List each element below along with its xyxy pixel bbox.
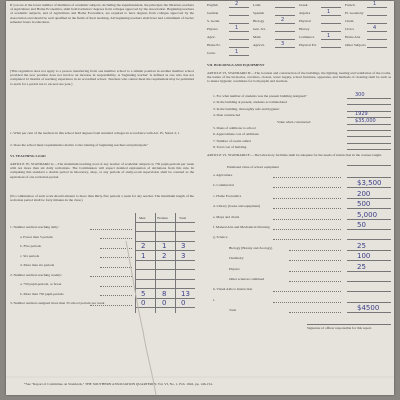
table-row-rule	[135, 231, 195, 232]
subject-blank	[367, 31, 387, 32]
equipment-label: h. Visual Aids to Instruction	[213, 287, 253, 292]
header-women: Women	[157, 216, 168, 220]
subject-count: 1	[235, 49, 239, 55]
equipment-blank	[347, 198, 391, 199]
cell-men: 2	[141, 242, 146, 250]
table-row-label: c. Six periods	[20, 253, 40, 258]
subject-label: French	[345, 3, 355, 7]
building-item-label: 5. Dates of additions to school	[213, 126, 256, 130]
subject-grid	[207, 3, 393, 61]
section-title-buildings: VII. BUILDINGS AND EQUIPMENT	[207, 63, 265, 67]
subject-blank	[229, 55, 249, 56]
table-row-rule	[135, 307, 195, 308]
equipment-label: b. Commercial	[213, 183, 234, 188]
subject-label: Civics	[345, 27, 354, 31]
subject-label: Journ.	[207, 51, 216, 55]
subject-blank	[229, 31, 249, 32]
subject-label: Home Ec.	[207, 43, 221, 47]
building-item-label: 2. In the building at present, students accommodated	[213, 100, 287, 105]
equipment-leader	[289, 260, 341, 261]
teaching-load-table	[10, 213, 196, 313]
subject-blank	[275, 15, 295, 16]
subject-label: German	[207, 11, 219, 15]
footer-note: *See "Report of Committee on Standards," THE SOUTHERN ASSOCIATION QUARTERLY, Vol. VI, No. 1, Feb. 1942, pp. 146-154.	[24, 382, 213, 386]
table-row-label: 2. Number teachers teaching weekly:	[10, 272, 62, 277]
equipment-blank	[347, 177, 391, 178]
subject-blank	[367, 39, 387, 40]
equipment-blank	[347, 229, 391, 230]
equipment-leader	[273, 177, 341, 178]
building-item-label: 1. For what number of students was the present building designed?	[213, 94, 307, 98]
subject-label: Spanish	[253, 11, 265, 15]
table-row-label: a. 750 pupil-periods, or fewer	[20, 282, 62, 286]
building-item-blank	[347, 143, 391, 144]
subject-label: Commerce	[299, 35, 315, 39]
table-row-leader	[100, 286, 132, 287]
equipment-blank	[347, 187, 391, 188]
subject-blank	[321, 39, 341, 40]
table-row-leader	[100, 267, 132, 268]
subject-blank	[367, 7, 387, 8]
cell-men: 5	[141, 289, 146, 298]
subject-blank	[367, 23, 387, 24]
cell-total: 3	[181, 251, 186, 260]
table-row-label: b. More than 750 pupil-periods	[20, 291, 64, 296]
cell-women: 2	[162, 251, 167, 260]
subject-blank	[321, 23, 341, 24]
header-total: Total	[179, 216, 187, 220]
table-row-rule	[135, 269, 195, 270]
subject-blank	[367, 15, 387, 16]
cell-women: 0	[162, 299, 167, 307]
equipment-blank	[347, 271, 391, 272]
subject-count: 1	[373, 1, 377, 7]
signature-label: Signature of officer responsible for this report.	[307, 326, 373, 330]
equipment-leader	[273, 239, 341, 240]
article-laboratory: ARTICLE VI, STANDARD E:—The laboratory facilities shall be adequate for the needs of instruction in the courses taught.	[207, 153, 382, 157]
subject-label: S. Geom.	[207, 19, 221, 23]
subject-blank	[229, 47, 249, 48]
building-item-blank	[347, 104, 391, 105]
subject-label: Physical Ed.	[299, 43, 317, 47]
equipment-leader	[289, 250, 341, 251]
cell-total: 13	[181, 289, 190, 298]
subject-blank	[229, 7, 249, 8]
subject-label: English	[207, 3, 218, 7]
question-training: 2. Does the school meet requirements relative to the training of beginning teachers and principals?	[10, 143, 148, 147]
equipment-value: $3,500	[357, 179, 382, 188]
subject-blank	[275, 39, 295, 40]
equipment-value: 100	[357, 252, 371, 261]
subject-blank	[275, 7, 295, 8]
equipment-blank	[347, 312, 391, 313]
equipment-value: 50	[357, 221, 366, 229]
cell-men: 1	[141, 251, 146, 260]
subject-blank	[321, 15, 341, 16]
report-page	[6, 1, 394, 395]
table-row-rule	[135, 260, 195, 261]
table-row-rule	[135, 288, 195, 289]
equipment-blank	[347, 260, 391, 261]
building-item-blank	[347, 111, 391, 112]
subject-count: 4	[373, 25, 377, 31]
cell-women: 1	[162, 242, 167, 250]
subject-label: Biology	[253, 19, 265, 23]
subject-blank	[275, 31, 295, 32]
subject-count: 1	[327, 9, 331, 15]
table-row-leader	[100, 238, 132, 239]
subject-label: Algebra	[299, 11, 311, 15]
subject-label: Gen. Sci.	[253, 27, 266, 31]
equipment-leader	[273, 291, 341, 292]
subject-count: 1	[235, 25, 239, 31]
cell-total: 0	[181, 299, 186, 307]
building-item-value: 1929	[355, 111, 368, 118]
intro-paragraph: If you are at the lower number of members of academic subjects, including the superintendent, the principal, the librarian, teachers of Agriculture and Home Economics, shall hold bachelors' degrees from colleges approved by the Association. Beginning teachers of academic subjects, and of Agriculture and Home Economics, are required to have degrees from colleges approved by the Association and should be well qualified in the fields of their teaching. All beginning teachers shall have had a minimum of twelve semester hours in education.	[10, 3, 194, 24]
subject-label: Math.	[253, 35, 262, 39]
subject-count: 3	[281, 41, 285, 47]
subject-blank	[275, 23, 295, 24]
table-row-rule	[135, 279, 195, 280]
subject-label: Agric.	[207, 35, 216, 39]
cell-women: 8	[162, 289, 167, 298]
article-teaching-load: ARTICLE IV, STANDARD G:—The maximum teaching load of any teacher of academic subjects is 750 pupil-periods per week with not more than six daily recitations. The Commission will expect detailed explanation of deviations from this rule. In computing this standard a double period in laboratory, shop, or any periods of study-room supervision shall be counted as the equivalent of one recitation period.	[10, 162, 194, 179]
subject-blank	[275, 47, 295, 48]
equipment-label: a. Agriculture	[213, 173, 233, 177]
cell-men: 0	[141, 299, 146, 307]
header-men: Men	[139, 216, 146, 220]
subject-count: 2	[235, 1, 239, 7]
subject-blank	[229, 23, 249, 24]
equipment-leader	[273, 198, 341, 199]
equipment-value: $4500	[357, 304, 380, 313]
table-row-leader	[90, 276, 132, 277]
equipment-blank	[347, 239, 391, 240]
table-row-label: a. Fewer than 5 periods	[20, 234, 53, 239]
equipment-leader	[273, 302, 341, 303]
table-row-label: 3. Number teachers assigned more than 35 school periods per week	[10, 301, 105, 305]
building-item-blank	[347, 130, 391, 131]
subject-label: Latin	[253, 3, 261, 7]
building-item-label: 7. Number of rooms added	[213, 138, 251, 143]
building-item-label: 4. Date constructed	[213, 113, 241, 118]
right-column	[207, 1, 393, 395]
subject-label: Pl. Geometry	[345, 11, 364, 15]
question-degrees: 1. What per cent of the teachers in this school hold degrees from standard colleges in accordance with Art. IV, Stand. 2, 1	[10, 131, 180, 135]
equipment-list	[207, 172, 393, 322]
subject-blank	[367, 47, 387, 48]
left-column	[10, 1, 196, 395]
subject-label: Agricul.	[253, 43, 265, 47]
equipment-leader	[273, 229, 341, 230]
article-buildings: ARTICLE VI, STANDARD D:—The location and construction of the buildings, the lighting, heating and ventilation of the rooms, the nature of the lavatories, corridors, closets, water supply, school furniture, apparatus, and methods of cleaning shall be such as to insure hygienic conditions for both pupils and teachers.	[207, 71, 391, 84]
regulation-note: (This regulation does not apply to a person transferring from one member school to a similar position in another member school provided the new position does not involve an increase in responsibility. A 'beginning teacher' is defined as one who has not completed 12 months of teaching experience in an accredited school. Teachers who cannot meet the requirement may be permitted to teach for a period not to exceed one year.)	[10, 69, 194, 86]
building-item-blank	[347, 136, 391, 137]
subject-label: Physics	[207, 27, 218, 31]
equipment-value: 25	[357, 241, 366, 250]
building-item-label: 3. In the building, thoroughly safe and hygienic	[213, 106, 280, 111]
table-row-rule	[135, 250, 195, 251]
building-item-blank	[347, 149, 391, 150]
equipment-value: 200	[357, 189, 371, 198]
cell-total: 3	[181, 242, 186, 250]
equipment-leader	[273, 219, 341, 220]
building-item-value: 300	[355, 92, 365, 98]
subject-blank	[321, 7, 341, 8]
equipment-leader	[289, 312, 341, 313]
equipment-value: 500	[357, 200, 371, 209]
equipment-blank	[347, 219, 391, 220]
building-item-label: Value when constructed	[277, 119, 311, 124]
building-item-label: 8. Total cost of building	[213, 145, 247, 150]
combination-note: (No combination of such work should amount to more than thirty-five periods a week for any teacher. The maximum length of the recitation period shall be forty minutes in the clear.)	[10, 194, 194, 203]
subject-label: History	[299, 27, 310, 31]
equipment-blank	[347, 281, 391, 282]
building-item-blank	[347, 98, 391, 99]
equipment-label: i.	[213, 297, 215, 302]
equipment-label: Biology (Botany and Zoology)	[229, 245, 273, 250]
subject-label: Chem.	[345, 19, 355, 23]
building-item-label: 6. Approximate cost of additions	[213, 132, 259, 137]
subject-count: 1	[327, 33, 331, 39]
subject-label: Greek	[299, 3, 308, 7]
equipment-title: Estimated value of school equipment	[227, 165, 279, 169]
table-row-leader	[100, 257, 132, 258]
subject-label: Home Arts	[345, 35, 361, 39]
equipment-blank	[347, 208, 391, 209]
equipment-blank	[347, 250, 391, 251]
table-row-label: 1. Number teachers teaching daily:	[10, 225, 59, 229]
equipment-label: Chemistry	[229, 256, 244, 261]
equipment-label: Other sciences combined	[229, 277, 265, 281]
subject-blank	[321, 31, 341, 32]
subject-blank	[229, 15, 249, 16]
equipment-label: c. Home Economics	[213, 193, 242, 198]
section-title-teaching-load: VI. TEACHING LOAD	[10, 154, 46, 158]
subject-label: Other Subjects	[345, 43, 366, 47]
equipment-leader	[289, 271, 341, 272]
building-items	[207, 94, 393, 152]
equipment-label: e. Maps and charts	[213, 214, 240, 219]
equipment-value: 25	[357, 262, 366, 271]
equipment-leader	[273, 208, 341, 209]
equipment-label: g. Science	[213, 235, 228, 240]
subject-count: 2	[281, 17, 285, 23]
equipment-leader	[273, 187, 341, 188]
building-item-value: $35,000	[355, 117, 376, 124]
subject-blank	[321, 47, 341, 48]
equipment-label: Physics	[229, 266, 240, 271]
table-row-leader	[90, 305, 132, 306]
equipment-leader	[289, 281, 341, 282]
subject-label: Physical	[299, 19, 311, 23]
equipment-label: d. Library (books and equipment)	[213, 204, 261, 209]
equipment-label: Total	[229, 308, 237, 313]
table-row-leader	[90, 229, 132, 230]
table-row-leader	[100, 248, 132, 249]
table-row-leader	[100, 295, 132, 296]
subject-blank	[229, 39, 249, 40]
equipment-blank	[347, 302, 391, 303]
table-row-label: b. Five periods	[20, 244, 41, 248]
table-row-label: d. More than six periods	[20, 263, 55, 267]
equipment-label: f. Manual Arts and Mechanical Drawing	[213, 225, 270, 229]
equipment-blank	[347, 291, 391, 292]
equipment-value: 5,000	[357, 210, 378, 219]
